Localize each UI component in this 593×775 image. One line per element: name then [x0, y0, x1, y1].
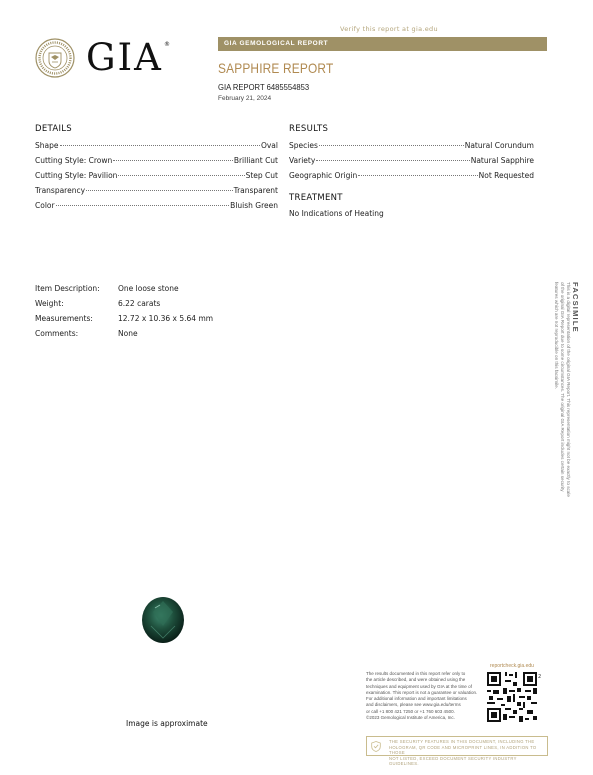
- item-description-value: One loose stone: [118, 284, 179, 293]
- legal-line: techniques and equipment used by GIA at the time of: [366, 683, 472, 689]
- verify-link[interactable]: Verify this report at gia.edu: [340, 25, 438, 33]
- legal-line: or call +1 800 421 7250 or +1 760 603 4500.: [366, 708, 455, 714]
- details-value: Bluish Green: [230, 201, 278, 210]
- results-value: Natural Corundum: [464, 141, 534, 150]
- results-label: Species: [289, 141, 318, 150]
- qr-superscript: 2: [538, 674, 542, 680]
- details-label: Cutting Style: Crown: [35, 156, 113, 165]
- results-label: Geographic Origin: [289, 171, 358, 180]
- weight-label: Weight:: [35, 299, 64, 308]
- results-row-variety: [289, 156, 534, 165]
- weight-value: 6.22 carats: [118, 299, 161, 308]
- gia-seal-icon: [35, 38, 75, 78]
- details-row-transparency: [35, 186, 278, 195]
- comments-label: Comments:: [35, 329, 79, 338]
- shield-icon: [371, 741, 381, 752]
- results-title: RESULTS: [289, 124, 329, 134]
- details-title: DETAILS: [35, 124, 73, 134]
- results-value: Not Requested: [478, 171, 534, 180]
- details-label: Color: [35, 201, 55, 210]
- details-label: Cutting Style: Pavilion: [35, 171, 118, 180]
- comments-value: None: [118, 329, 138, 338]
- details-row-crown: [35, 156, 278, 165]
- legal-line: The results documented in this report refer only to: [366, 671, 466, 676]
- reportcheck-link[interactable]: reportcheck.gia.edu: [490, 663, 534, 669]
- image-caption: Image is approximate: [126, 719, 208, 728]
- qr-code-icon[interactable]: [487, 672, 537, 722]
- item-description-label: Item Description:: [35, 284, 100, 293]
- banner-text: GIA GEMOLOGICAL REPORT: [224, 40, 329, 47]
- details-label: Shape: [35, 141, 59, 150]
- details-label: Transparency: [35, 186, 86, 195]
- details-value: Transparent: [233, 186, 278, 195]
- facsimile-title: FACSIMILE: [571, 282, 580, 333]
- security-line: NOT LISTED, EXCEED DOCUMENT SECURITY INDUSTRY GUIDELINES.: [389, 755, 517, 767]
- measurements-value: 12.72 x 10.36 x 5.64 mm: [118, 314, 214, 323]
- gemstone-image: [141, 596, 185, 644]
- legal-line: ©2023 Gemological Institute of America, Inc.: [366, 715, 455, 721]
- security-line: THE SECURITY FEATURES IN THIS DOCUMENT, INCLUDING THE: [389, 739, 535, 744]
- registered-mark: ®: [164, 41, 170, 48]
- details-row-pavilion: [35, 171, 278, 180]
- details-value: Oval: [260, 141, 278, 150]
- details-value: Brilliant Cut: [233, 156, 278, 165]
- treatment-text: No Indications of Heating: [289, 209, 384, 218]
- security-line: HOLOGRAM, QR CODE AND MICROPRINT LINES, IN ADDITION TO THOSE: [389, 744, 537, 756]
- facsimile-text: This is a digital representation of the original GIA Report. This representation might not be exactly to scale of the original GIA Report due to some circumstances. The original GIA Report includes certain security features which are not reproducible on this facsimile.: [554, 282, 571, 497]
- report-number: GIA REPORT 6485554853: [218, 82, 310, 92]
- report-banner: [218, 37, 547, 51]
- details-row-color: [35, 201, 278, 210]
- results-value: Natural Sapphire: [470, 156, 534, 165]
- gia-logo: GIA: [86, 36, 163, 79]
- legal-line: and disclaimers, please see www.gia.edu/terms: [366, 702, 461, 708]
- results-row-origin: [289, 171, 534, 180]
- results-row-species: [289, 141, 534, 150]
- security-text: [389, 739, 545, 767]
- security-notice: [366, 736, 548, 767]
- facsimile-notice: [550, 282, 580, 497]
- details-value: Step Cut: [245, 171, 278, 180]
- legal-disclaimer: [366, 671, 484, 721]
- results-label: Variety: [289, 156, 316, 165]
- measurements-label: Measurements:: [35, 314, 93, 323]
- legal-line: the article described, and were obtained using the: [366, 677, 466, 683]
- report-date: February 21, 2024: [218, 95, 272, 102]
- report-type-title: SAPPHIRE REPORT: [218, 60, 334, 76]
- legal-line: For additional information and important limitations: [366, 696, 467, 702]
- details-row-shape: [35, 141, 278, 150]
- legal-line: examination. This report is not a guarantee or valuation.: [366, 689, 478, 695]
- treatment-title: TREATMENT: [289, 193, 343, 203]
